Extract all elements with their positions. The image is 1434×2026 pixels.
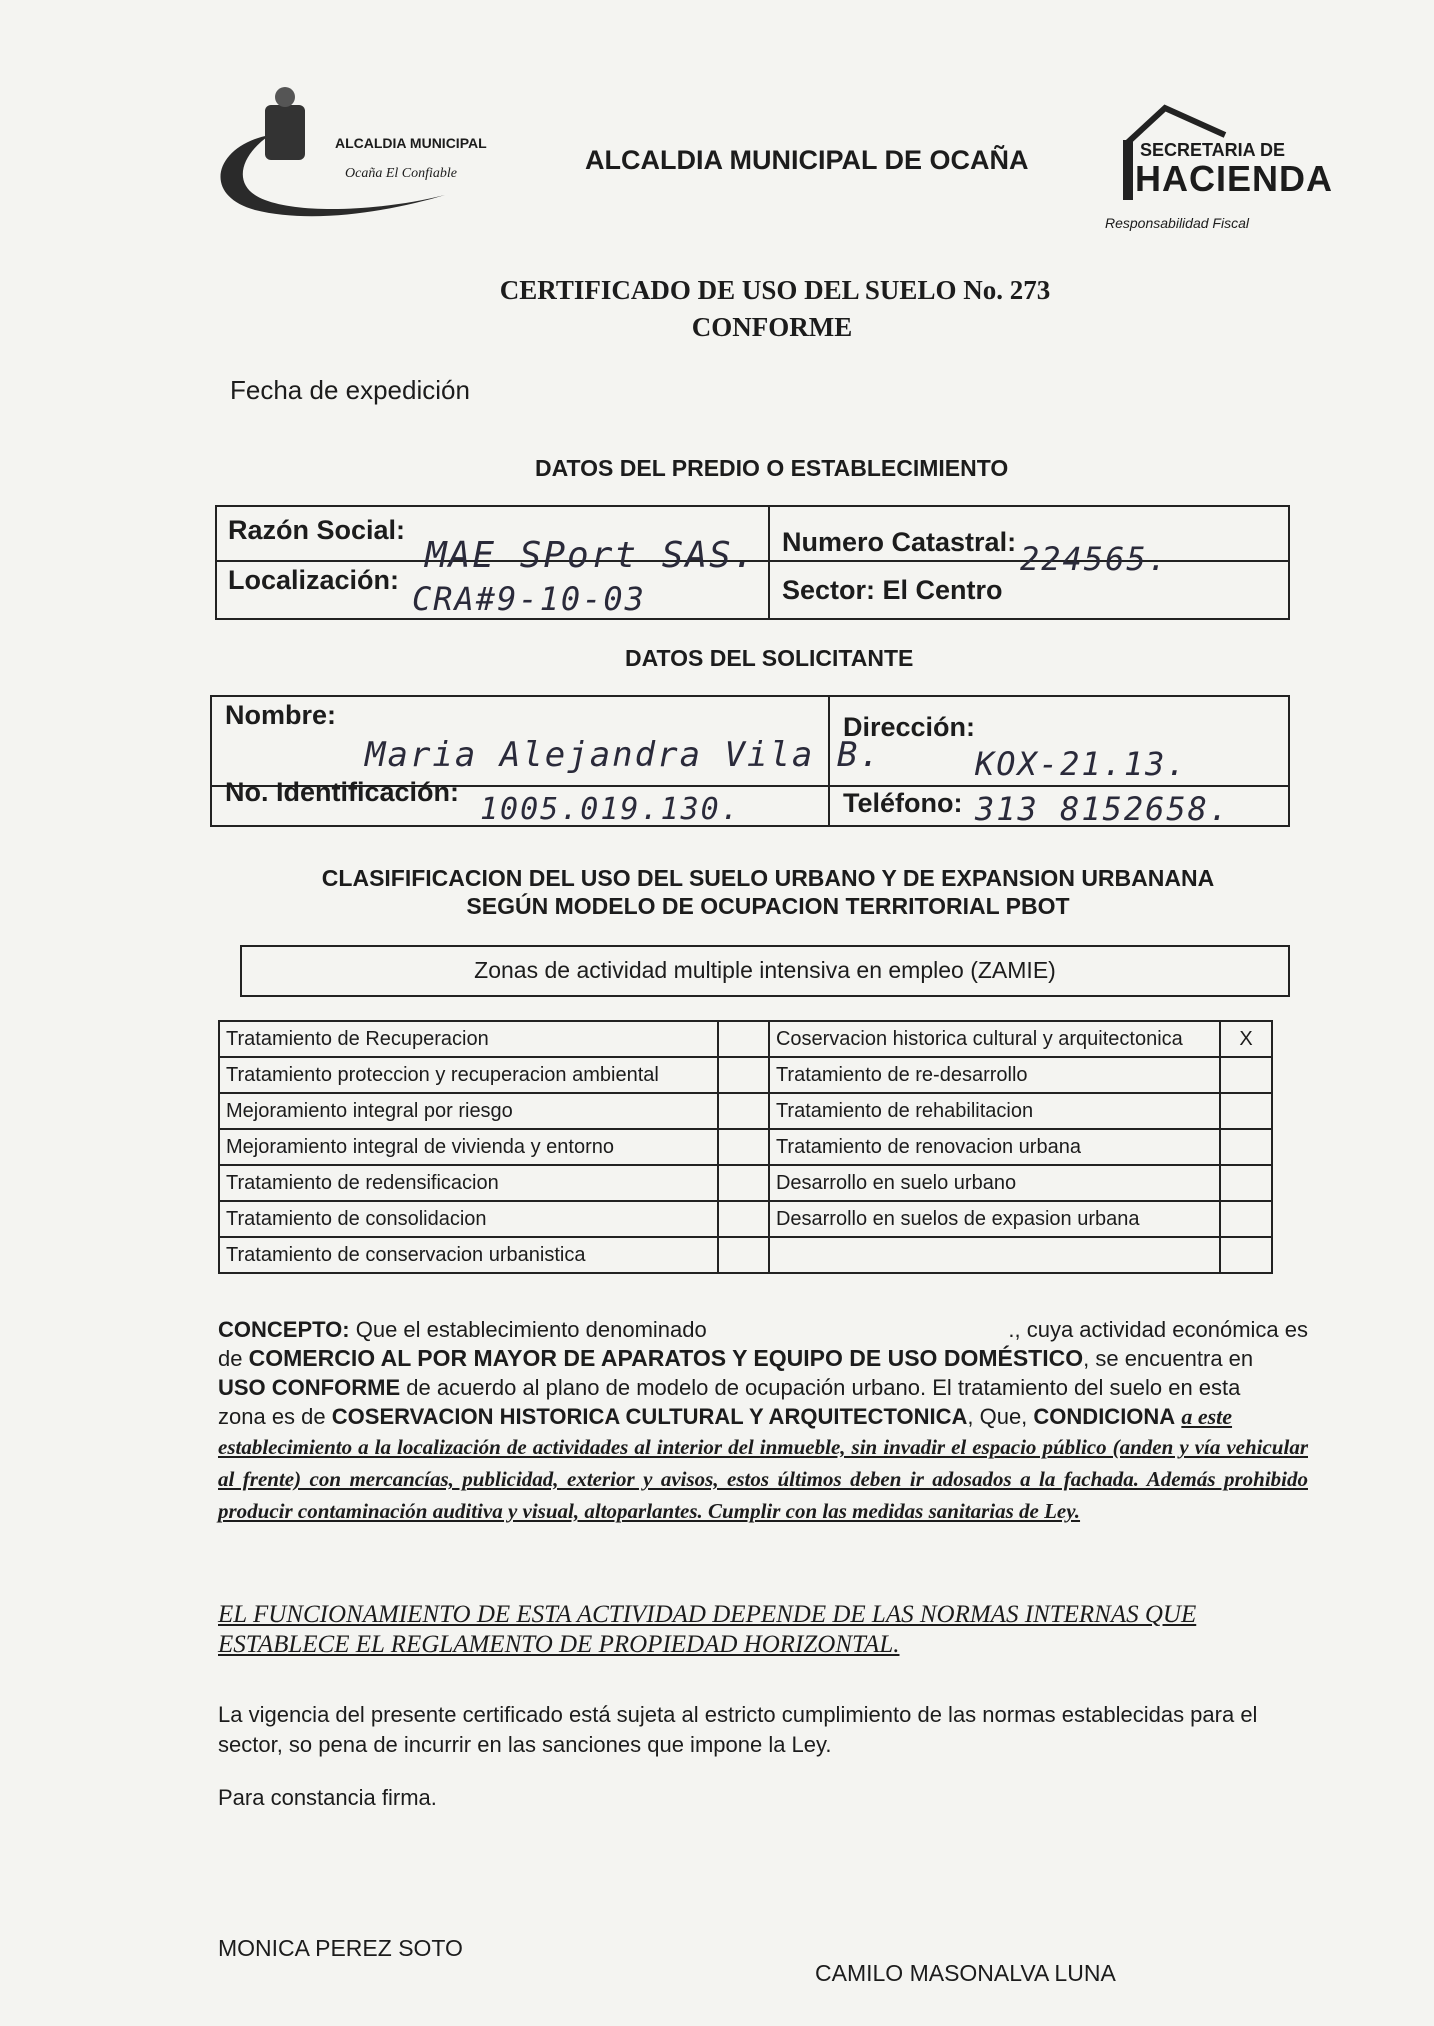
zona-box (240, 945, 1290, 997)
treatment-right-cell: Coservacion historica cultural y arquitectonica (769, 1021, 1220, 1057)
concepto-t10: , Que, (967, 1404, 1028, 1429)
treatment-left-check (718, 1057, 769, 1093)
clasificacion-title-line1: CLASIFIFICACION DEL USO DEL SUELO URBANO Y DE EXPANSION URBANANA (321, 865, 1215, 891)
treatment-row (219, 1165, 1272, 1201)
concepto-t5: , se encuentra en (1083, 1346, 1254, 1371)
treatment-left-check (718, 1129, 769, 1165)
cert-title: CERTIFICADO DE USO DEL SUELO No. 273 (499, 275, 1051, 305)
concepto-condiciones: establecimiento a la localización de actividades al interior del inmueble, sin invadir el espacio público (anden y vía vehicular al frente) con mercancías, publicidad, exterior y avisos, estos últimos deben ir adosados a la fachada. Además prohibido producir contaminación auditiva y visual, altoparlantes. Cumplir con las medidas sanitarias de Ley. (218, 1435, 1308, 1523)
treatment-left-cell: Tratamiento de redensificacion (219, 1165, 718, 1201)
treatment-row (219, 1237, 1272, 1273)
localizacion-label: Localización: (228, 565, 400, 595)
predio-col-divider (768, 505, 770, 620)
identificacion-label: No. Identificación: (225, 777, 460, 807)
treatment-left-check (718, 1093, 769, 1129)
treatment-table (218, 1020, 1273, 1274)
treatment-row (219, 1129, 1272, 1165)
treatment-row (219, 1201, 1272, 1237)
treatment-left-cell: Tratamiento proteccion y recuperacion ambiental (219, 1057, 718, 1093)
treatment-row (219, 1021, 1272, 1057)
treatment-right-check: X (1220, 1021, 1272, 1057)
concepto-t8: zona es de (218, 1404, 326, 1429)
funcionamiento-note: EL FUNCIONAMIENTO DE ESTA ACTIVIDAD DEPENDE DE LAS NORMAS INTERNAS QUE ESTABLECE EL REGLAMENTO DE PROPIEDAD HORIZONTAL. (218, 1601, 1197, 1658)
treatment-row (219, 1093, 1272, 1129)
concepto-tratamiento: COSERVACION HISTORICA CULTURAL Y ARQUITECTONICA (331, 1404, 968, 1429)
concepto-paragraph (218, 1315, 1308, 1527)
treatment-left-check (718, 1165, 769, 1201)
treatment-right-cell: Tratamiento de re-desarrollo (769, 1057, 1220, 1093)
cert-subtitle: CONFORME (691, 312, 853, 342)
razon-social-label: Razón Social: (228, 515, 406, 545)
vigencia-text: La vigencia del presente certificado está sujeta al estricto cumplimiento de las normas establecidas para el sector, so pena de incurrir en las sanciones que impone la Ley. (218, 1702, 1258, 1757)
treatment-right-cell: Desarrollo en suelos de expasion urbana (769, 1201, 1220, 1237)
treatment-left-check (718, 1237, 769, 1273)
nombre-value: Maria Alejandra Vila B. (365, 735, 882, 775)
concepto-t7: de acuerdo al plano de modelo de ocupación urbano. El tratamiento del suelo en esta (406, 1375, 1241, 1400)
telefono-value: 313 8152658. (975, 790, 1231, 828)
logo-right-line1: SECRETARIA DE (1140, 140, 1286, 160)
concepto-t1: Que el establecimiento denominado (355, 1317, 707, 1342)
logo-left-text: ALCALDIA MUNICIPAL (335, 135, 487, 151)
header-title: ALCALDIA MUNICIPAL DE OCAÑA (585, 145, 1029, 175)
treatment-right-check (1220, 1237, 1272, 1273)
telefono-label: Teléfono: (843, 788, 963, 818)
treatment-left-check (718, 1201, 769, 1237)
alcaldia-logo (195, 75, 495, 225)
identificacion-value: 1005.019.130. (480, 792, 741, 827)
numero-catastral-label: Numero Catastral: (782, 527, 1017, 557)
concepto-t3: de (218, 1346, 243, 1371)
zona-text: Zonas de actividad multiple intensiva en empleo (ZAMIE) (474, 957, 1056, 983)
treatment-left-cell: Mejoramiento integral de vivienda y entorno (219, 1129, 718, 1165)
hacienda-logo (1105, 100, 1345, 245)
concepto-t12: a este (1181, 1404, 1233, 1429)
nombre-label: Nombre: (225, 700, 337, 730)
concepto-condiciona: CONDICIONA (1033, 1404, 1176, 1429)
treatment-right-check (1220, 1165, 1272, 1201)
treatment-left-cell: Tratamiento de conservacion urbanistica (219, 1237, 718, 1273)
direccion-value: KOX-21.13. (975, 745, 1188, 783)
clasificacion-title-line2: SEGÚN MODELO DE OCUPACION TERRITORIAL PBOT (466, 893, 1070, 919)
treatment-right-cell: Tratamiento de renovacion urbana (769, 1129, 1220, 1165)
treatment-right-check (1220, 1129, 1272, 1165)
firma-left: MONICA PEREZ SOTO (218, 1935, 463, 1961)
razon-social-value: MAE SPort SAS. (425, 535, 757, 576)
treatment-right-cell: Tratamiento de rehabilitacion (769, 1093, 1220, 1129)
firma-right: CAMILO MASONALVA LUNA (815, 1960, 1116, 1986)
direccion-label: Dirección: (843, 712, 976, 742)
concepto-t2: ., cuya actividad económica es (1008, 1317, 1308, 1342)
solicitante-section-title: DATOS DEL SOLICITANTE (625, 645, 914, 671)
treatment-row (219, 1057, 1272, 1093)
treatment-right-check (1220, 1201, 1272, 1237)
logo-left-subtitle: Ocaña El Confiable (345, 166, 457, 181)
constancia-text: Para constancia firma. (218, 1785, 437, 1810)
fecha-expedicion-label: Fecha de expedición (230, 375, 470, 405)
concepto-actividad: COMERCIO AL POR MAYOR DE APARATOS Y EQUIPO DE USO DOMÉSTICO (248, 1345, 1084, 1371)
numero-catastral-value: 224565. (1020, 540, 1169, 578)
concepto-label: CONCEPTO: (218, 1317, 350, 1342)
logo-right-line2: HACIENDA (1135, 158, 1334, 199)
treatment-right-cell (769, 1237, 1220, 1273)
treatment-left-cell: Mejoramiento integral por riesgo (219, 1093, 718, 1129)
localizacion-value: CRA#9-10-03 (412, 580, 646, 618)
concepto-uso-conforme: USO CONFORME (218, 1375, 401, 1400)
treatment-right-check (1220, 1057, 1272, 1093)
predio-section-title: DATOS DEL PREDIO O ESTABLECIMIENTO (535, 455, 1009, 481)
treatment-left-cell: Tratamiento de Recuperacion (219, 1021, 718, 1057)
treatment-left-check (718, 1021, 769, 1057)
treatment-right-cell: Desarrollo en suelo urbano (769, 1165, 1220, 1201)
treatment-right-check (1220, 1093, 1272, 1129)
sector-label: Sector: El Centro (782, 575, 1003, 605)
treatment-left-cell: Tratamiento de consolidacion (219, 1201, 718, 1237)
logo-right-tagline: Responsabilidad Fiscal (1105, 215, 1249, 231)
